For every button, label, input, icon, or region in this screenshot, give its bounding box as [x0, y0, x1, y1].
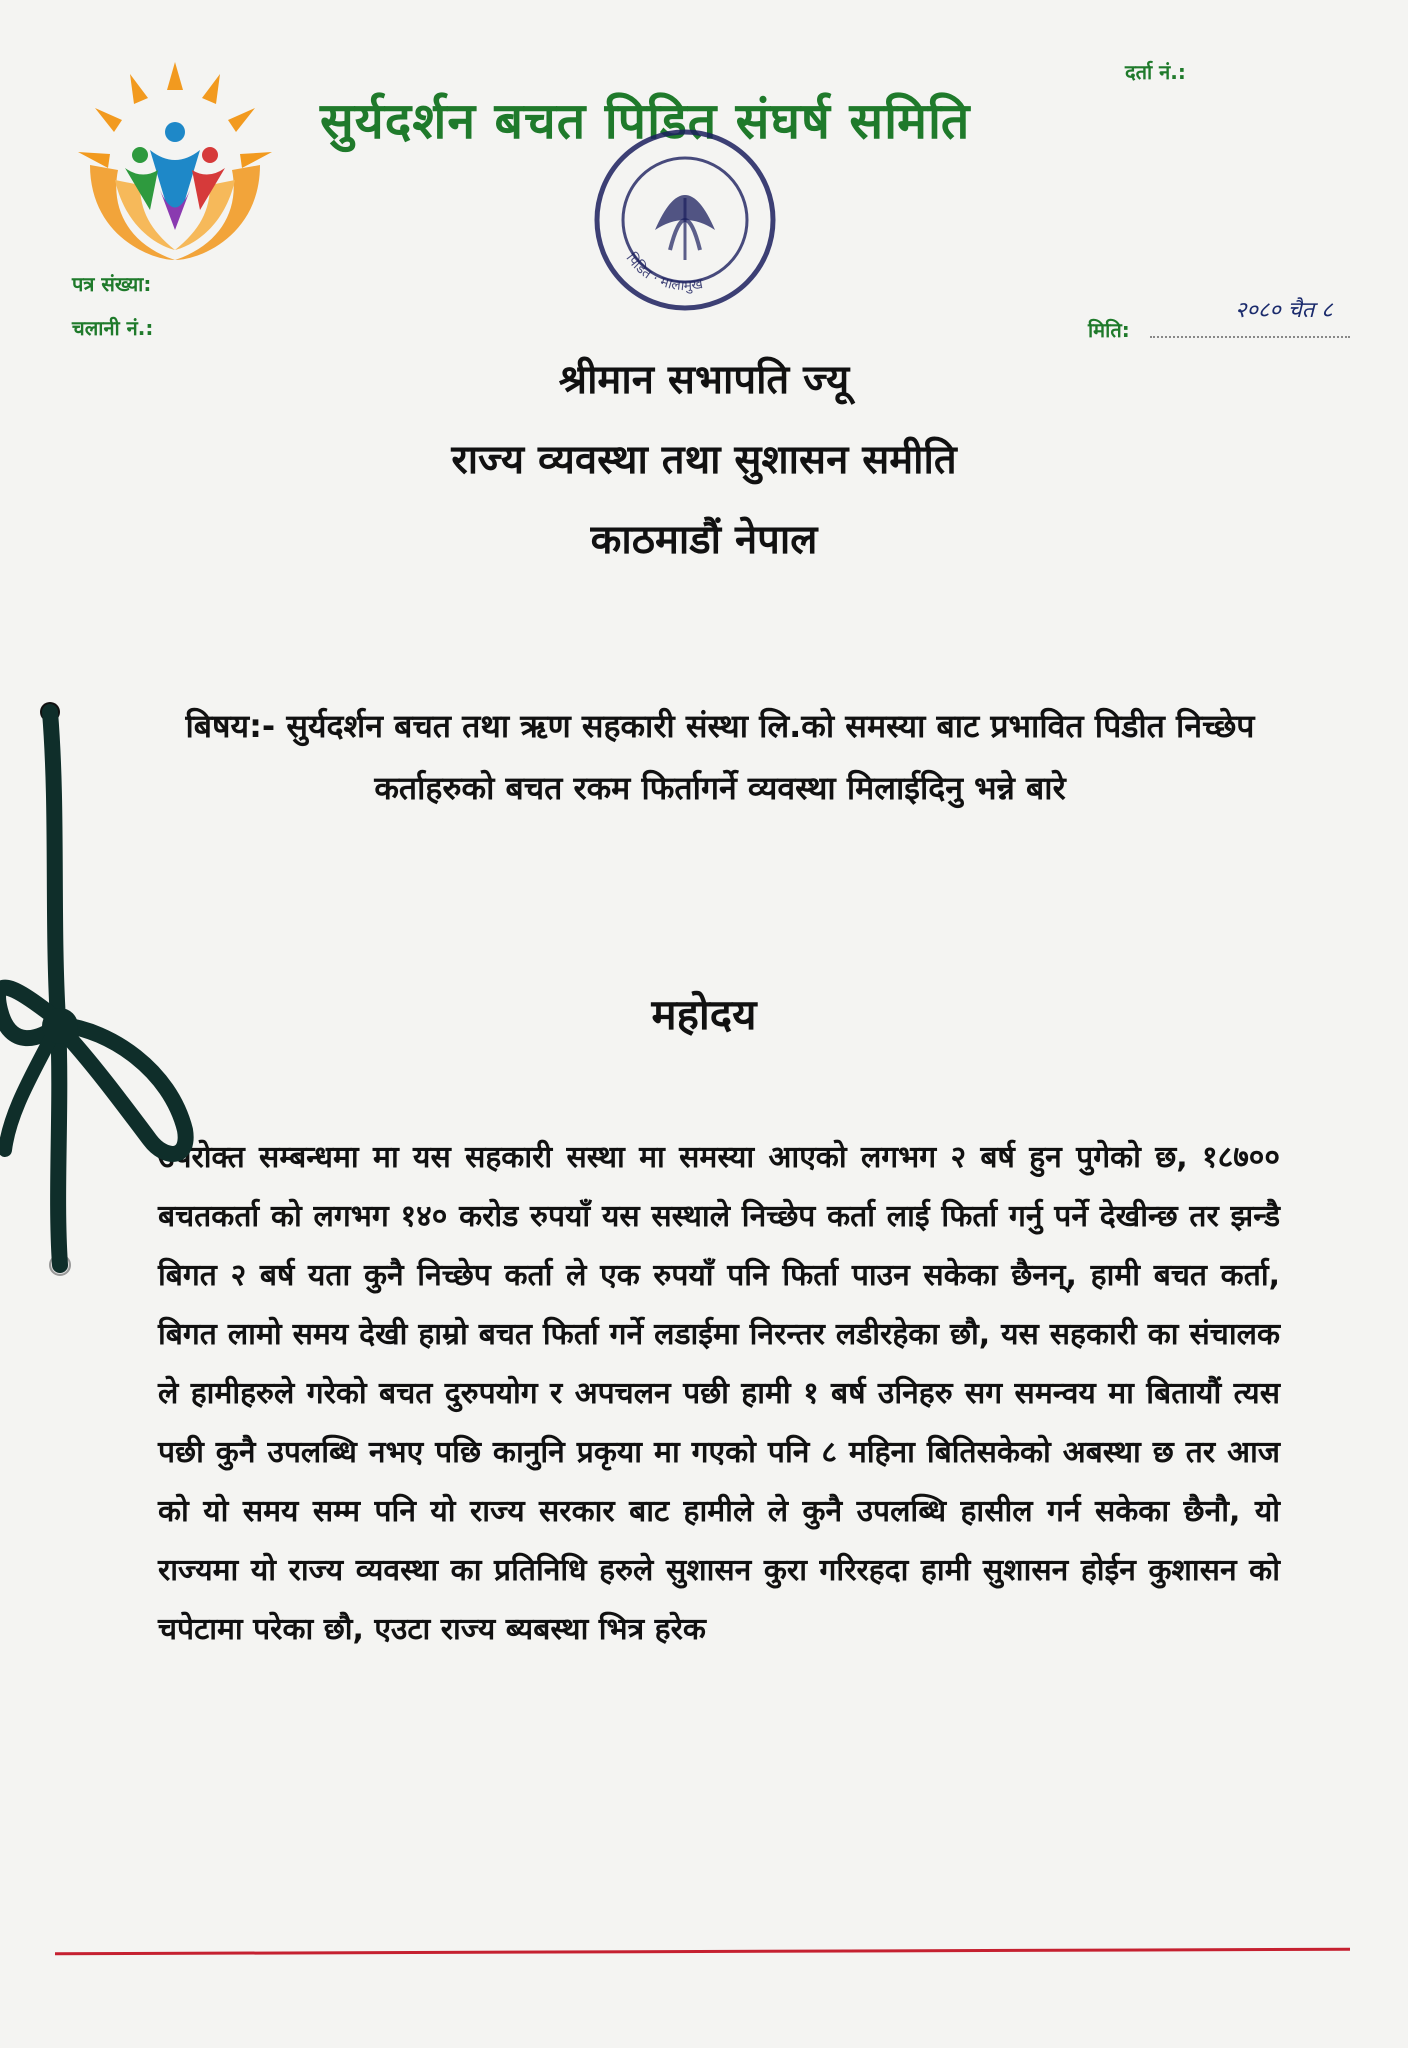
addressee-line-1: श्रीमान सभापति ज्यू — [558, 357, 850, 403]
letter-body: उपरोक्त सम्बन्धमा मा यस सहकारी सस्था मा समस्या आएको लगभग २ बर्ष हुन पुगेको छ, १८७०० बचतकर्ता को लगभग १४० करोड रुपयाँ यस सस्थाले निच्छेप कर्ता लाई फिर्ता गर्नु पर्ने देखीन्छ तर झन्डै बिगत २ बर्ष यता कुनै निच्छेप कर्ता ले एक रुपयाँ पनि फिर्ता पाउन सकेका छैनन्, हामी बचत कर्ता, बिगत लामो समय देखी हाम्रो बचत फिर्ता गर्ने लडाईमा निरन्तर लडीरहेका छौ, यस सहकारी का संचालक ले हामीहरुले गरेको बचत दुरुपयोग र अपचलन पछी हामी १ बर्ष उनिहरु सग समन्वय मा बितायौं त्यस पछी कुनै उपलब्धि नभए पछि कानुनि प्रकृया मा गएको पनि ८ महिना बितिसकेको अबस्था छ तर आज को यो समय सम्म पनि यो राज्य सरकार बाट हामीले ले कुनै उपलब्धि हासील गर्न सकेका छैनौ, यो राज्यमा यो राज्य व्यवस्था का प्रतिनिधि हरुले सुशासन कुरा गरिरहदा हामी सुशासन होईन कुशासन को चपेटामा परेका छौ, एउटा राज्य ब्यबस्था भित्र हरेक — [158, 1140, 1280, 1647]
letter-number-label: पत्र संख्या: — [72, 272, 152, 296]
addressee-line-2: राज्य व्यवस्था तथा सुशासन समीति — [451, 437, 957, 483]
binding-string — [0, 690, 230, 1290]
subject-line: बिषय:- सुर्यदर्शन बचत तथा ऋण सहकारी संस्था लि.को समस्या बाट प्रभावित पिडीत निच्छेप कर्ताहरुको बचत रकम फिर्तागर्ने व्यवस्था मिलाईदिनु भन्ने बारे — [185, 707, 1255, 807]
dispatch-number-label: चलानी नं.: — [72, 316, 154, 340]
seal-text: पिडित · मालामुख — [622, 250, 705, 295]
salutation: महोदय — [651, 990, 757, 1039]
bottom-red-rule — [55, 1948, 1350, 1956]
organization-logo — [70, 60, 280, 270]
svg-text:पिडित · मालामुख — [623, 250, 705, 295]
date-label: मिति: — [1088, 318, 1130, 342]
addressee-line-3: काठमाडौं नेपाल — [590, 517, 818, 563]
official-seal — [585, 120, 785, 320]
date-dotted-line — [1150, 336, 1350, 338]
organization-name: सुर्यदर्शन बचत पिडित संघर्ष समिति — [320, 92, 971, 150]
darta-number-label: दर्ता नं.: — [1125, 60, 1186, 84]
date-value: २०८० चैत ८ — [1235, 298, 1333, 323]
